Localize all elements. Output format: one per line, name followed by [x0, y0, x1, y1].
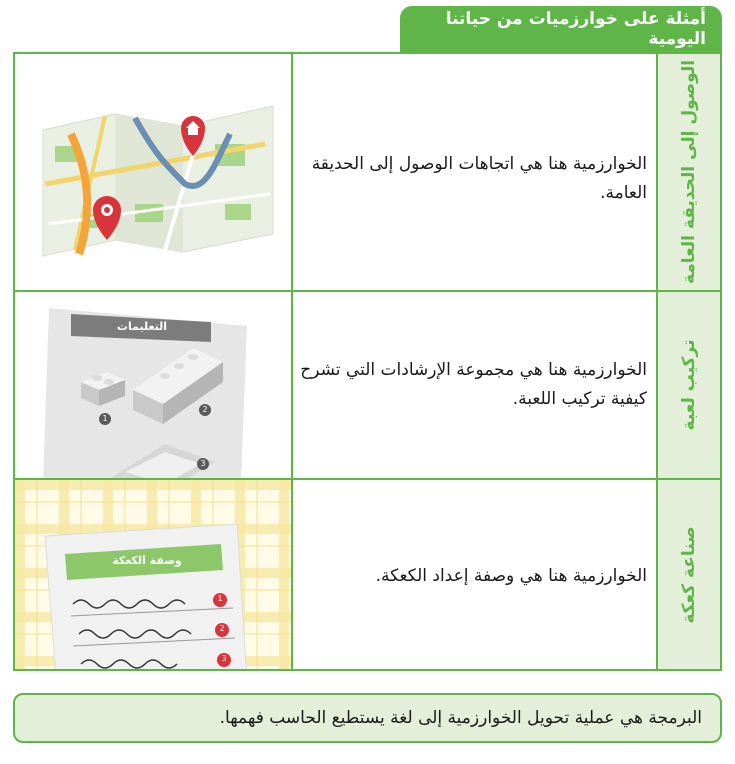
row-description: الخوارزمية هنا هي مجموعة الإرشادات التي تشرح كيفية تركيب اللعبة. — [300, 360, 647, 409]
row-label: صناعة كعكة — [679, 525, 699, 624]
examples-table — [13, 52, 722, 671]
section-title: أمثلة على خوارزميات من حياتنا اليومية — [445, 9, 706, 49]
step-number: 3 — [221, 654, 227, 663]
row-label-cell — [658, 480, 720, 669]
step-number: 2 — [219, 624, 225, 633]
step-number: 1 — [102, 414, 108, 423]
recipe-image — [15, 480, 291, 669]
row-label: تركيب لعبة — [679, 339, 699, 431]
map-image — [15, 54, 291, 290]
section-title-tab — [400, 6, 722, 52]
step-number: 2 — [202, 405, 208, 414]
row-label-cell — [658, 292, 720, 478]
column-divider — [291, 54, 293, 669]
row-label: الوصول إلى الحديقة العامة — [679, 59, 699, 285]
map-icon — [15, 54, 291, 290]
step-number: 3 — [200, 459, 206, 468]
step-number: 1 — [217, 594, 223, 603]
definition-box — [13, 693, 722, 743]
image-heading: وصفة الكعكة — [112, 554, 182, 567]
recipe-card-icon — [15, 480, 291, 669]
row-description: الخوارزمية هنا هي اتجاهات الوصول إلى الحديقة العامة. — [311, 154, 647, 203]
image-heading: التعليمات — [116, 320, 168, 333]
lego-image — [15, 292, 291, 478]
row-label-cell — [658, 54, 720, 290]
row-description: الخوارزمية هنا هي وصفة إعداد الكعكة. — [375, 566, 647, 586]
definition-text: البرمجة هي عملية تحويل الخوارزمية إلى لغة يستطيع الحاسب فهمها. — [219, 708, 702, 728]
